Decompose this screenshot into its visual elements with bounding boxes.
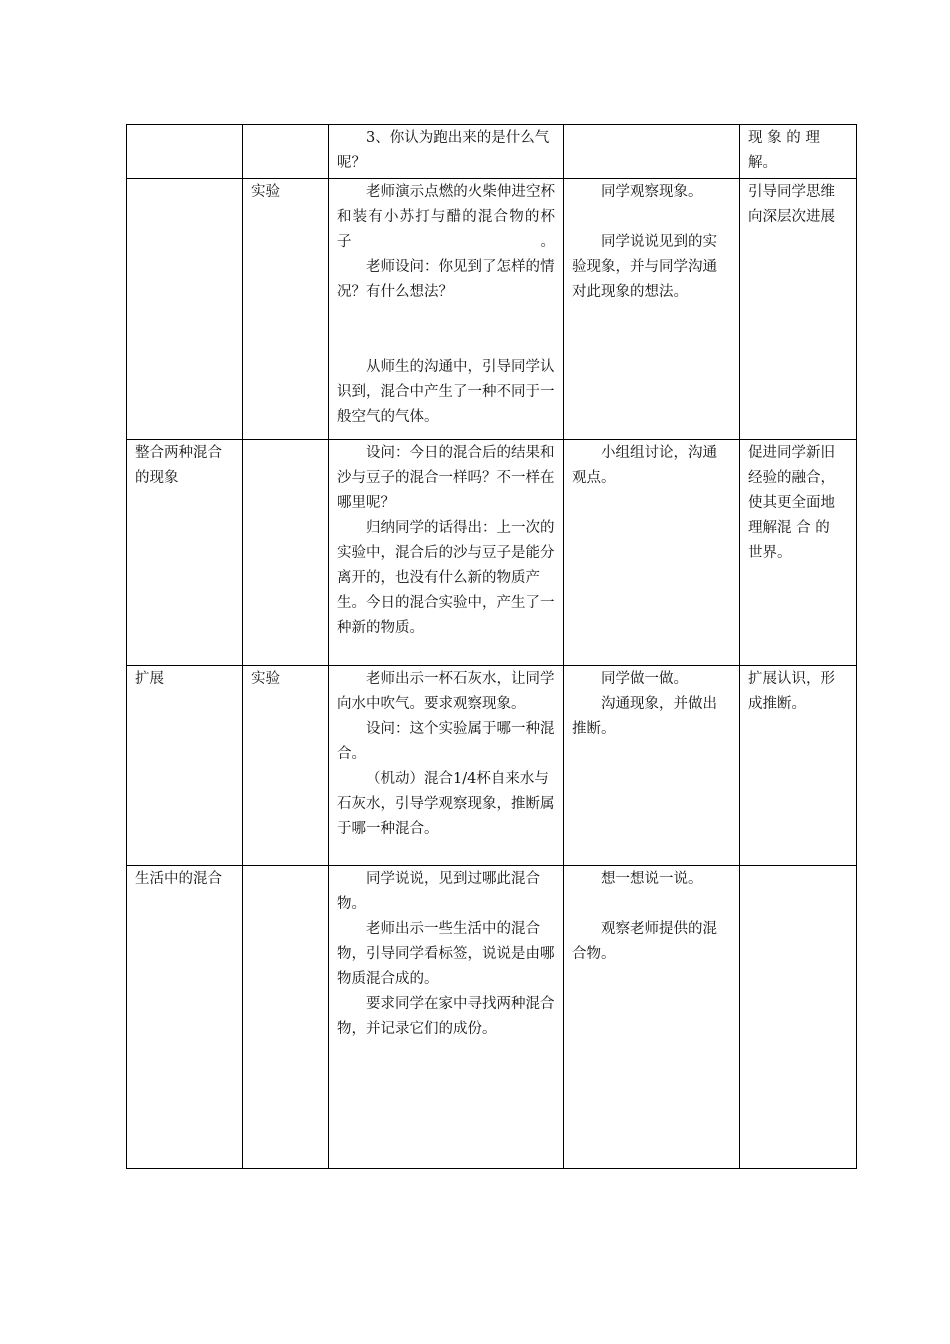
teacher-activity-cell bbox=[329, 125, 564, 179]
teacher-activity-cell bbox=[329, 666, 564, 866]
teacher-paragraph: 从师生的沟通中，引导同学认识到，混合中产生了一种不同于一般空气的气体。 bbox=[337, 359, 555, 425]
student-activity-cell bbox=[564, 666, 740, 866]
student-activity-cell bbox=[564, 866, 740, 1169]
teacher-activity-cell bbox=[329, 440, 564, 666]
stage-cell: 扩展 bbox=[127, 666, 243, 866]
student-paragraph: 想一想说一说。 bbox=[601, 871, 703, 887]
student-paragraph: 观察老师提供的混合物。 bbox=[572, 921, 717, 962]
student-paragraph: 沟通现象，并做出推断。 bbox=[572, 696, 717, 737]
teacher-paragraph: 要求同学在家中寻找两种混合物，并记录它们的成份。 bbox=[337, 996, 555, 1037]
teacher-paragraph: 老师出示一杯石灰水，让同学向水中吹气。要求观察现象。 bbox=[337, 671, 555, 712]
stage-cell bbox=[127, 866, 243, 1169]
table-row bbox=[127, 866, 857, 1169]
student-activity-cell bbox=[564, 125, 740, 179]
intent-text: 促进同学新旧经验的融合，使其更全面地理解混 合 的 世界。 bbox=[748, 445, 835, 561]
student-activity-cell bbox=[564, 179, 740, 440]
teacher-paragraph: 3、你认为跑出来的是什么气呢？ bbox=[337, 130, 550, 171]
type-cell: 实验 bbox=[243, 666, 329, 866]
teacher-paragraph: （机动）混合1/4杯自来水与石灰水，引导学观察现象，推断属于哪一种混合。 bbox=[337, 771, 555, 837]
student-paragraph: 同学做一做。 bbox=[601, 671, 688, 687]
teacher-paragraph: 老师出示一些生活中的混合物，引导同学看标签，说说是由哪物质混合成的。 bbox=[337, 921, 555, 987]
table-row bbox=[127, 666, 857, 866]
design-intent-cell bbox=[740, 179, 857, 440]
type-cell bbox=[243, 866, 329, 1169]
table-row bbox=[127, 125, 857, 179]
stage-cell bbox=[127, 125, 243, 179]
design-intent-cell bbox=[740, 866, 857, 1169]
intent-text: 扩展认识，形成推断。 bbox=[748, 671, 835, 712]
stage-cell bbox=[127, 179, 243, 440]
intent-text: 现 象 的 理解。 bbox=[748, 130, 820, 171]
table-row bbox=[127, 179, 857, 440]
stage-text: 生活中的混合 bbox=[135, 871, 222, 887]
teacher-paragraph: 归纳同学的话得出：上一次的实验中，混合后的沙与豆子是能分离开的，也没有什么新的物质产生。今日的混合实验中，产生了一种新的物质。 bbox=[337, 520, 555, 636]
design-intent-cell bbox=[740, 440, 857, 666]
stage-cell bbox=[127, 440, 243, 666]
teacher-paragraph: 设问：今日的混合后的结果和沙与豆子的混合一样吗？不一样在哪里呢？ bbox=[337, 445, 555, 511]
stage-text: 整合两种混合的现象 bbox=[135, 445, 222, 486]
table-row bbox=[127, 440, 857, 666]
teacher-paragraph: 设问：这个实验属于哪一种混合。 bbox=[337, 721, 555, 762]
intent-text: 引导同学思维向深层次进展 bbox=[748, 184, 835, 225]
type-cell bbox=[243, 440, 329, 666]
lesson-plan-table bbox=[126, 124, 857, 1169]
design-intent-cell bbox=[740, 666, 857, 866]
type-cell: 实验 bbox=[243, 179, 329, 440]
design-intent-cell bbox=[740, 125, 857, 179]
teacher-paragraph: 同学说说，见到过哪此混合物。 bbox=[337, 871, 540, 912]
student-activity-cell bbox=[564, 440, 740, 666]
teacher-paragraph: 老师演示点燃的火柴伸进空杯和装有小苏打与醋的混合物的杯子。 bbox=[337, 184, 555, 250]
student-paragraph: 小组组讨论，沟通观点。 bbox=[572, 445, 717, 486]
teacher-activity-cell bbox=[329, 866, 564, 1169]
teacher-paragraph: 老师设问：你见到了怎样的情况？有什么想法？ bbox=[337, 259, 555, 300]
student-paragraph: 同学说说见到的实验现象，并与同学沟通对此现象的想法。 bbox=[572, 234, 717, 300]
teacher-activity-cell bbox=[329, 179, 564, 440]
type-cell bbox=[243, 125, 329, 179]
student-paragraph: 同学观察现象。 bbox=[601, 184, 703, 200]
